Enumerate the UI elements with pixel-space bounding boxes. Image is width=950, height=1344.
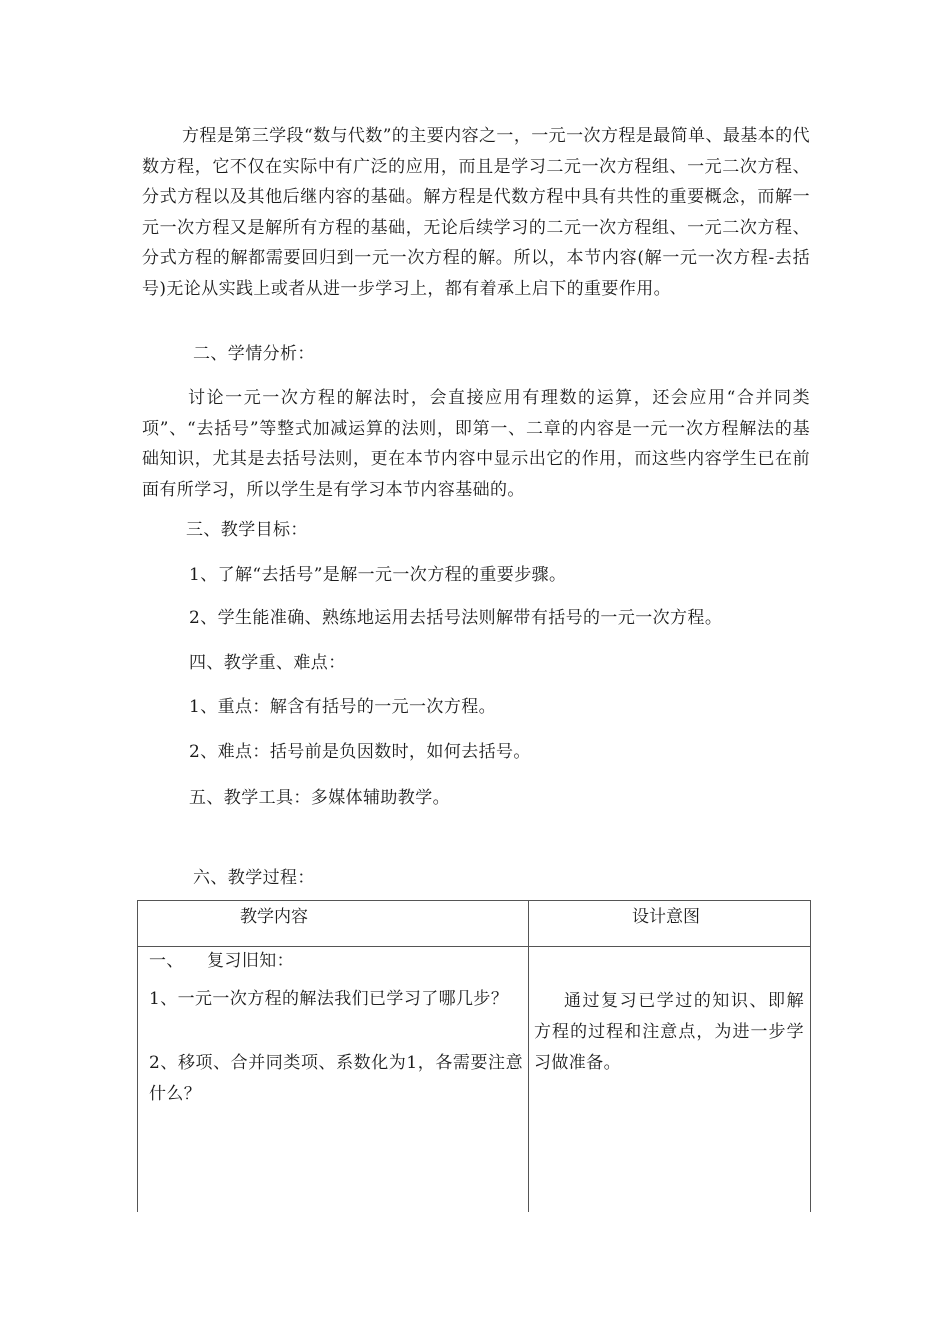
table-border-right — [810, 900, 811, 1212]
section-heading-learning-analysis: 二、学情分析： — [193, 344, 315, 364]
section-heading-teaching-process: 六、教学过程： — [193, 868, 315, 888]
review-title: 一、 复习旧知： — [149, 951, 295, 971]
table-header-design-intent: 设计意图 — [632, 907, 700, 927]
objective-item-1: 1、了解“去括号”是解一元一次方程的重要步骤。 — [189, 565, 567, 585]
key-point-item-1: 1、重点：解含有括号的一元一次方程。 — [189, 697, 497, 717]
table-column-divider — [528, 900, 529, 1212]
table-border-top — [137, 900, 811, 901]
key-point-item-2: 2、难点：括号前是负因数时，如何去括号。 — [189, 742, 531, 762]
intro-paragraph: 方程是第三学段“数与代数”的主要内容之一，一元一次方程是最简单、最基本的代数方程，它不仅在实际中有广泛的应用，而且是学习二元一次方程组、一元二次方程、分式方程以及其他后继内容的基础。解方程是代数方程中具有共性的重要概念，而解一元一次方程又是解所有方程的基础，无论后续学习的二元一次方程组、一元二次方程、分式方程的解都需要回归到一元一次方程的解。所以，本节内容(解一元一次方程-去括号)无论从实践上或者从进一步学习上，都有着承上启下的重要作用。 — [142, 126, 810, 299]
review-question-2: 2、移项、合并同类项、系数化为1，各需要注意什么？ — [149, 1053, 523, 1104]
table-header-content: 教学内容 — [240, 907, 308, 927]
section-heading-objectives: 三、教学目标： — [186, 520, 308, 540]
review-question-1: 1、一元一次方程的解法我们已学习了哪几步？ — [149, 989, 509, 1009]
table-border-left — [137, 900, 138, 1212]
review-design-intent: 通过复习已学过的知识、即解方程的过程和注意点，为进一步学习做准备。 — [534, 991, 804, 1073]
section-heading-teaching-tools: 五、教学工具：多媒体辅助教学。 — [189, 788, 450, 808]
learning-analysis-paragraph: 讨论一元一次方程的解法时，会直接应用有理数的运算，还会应用“合并同类项”、“去括号”等整式加减运算的法则，即第一、二章的内容是一元一次方程解法的基础知识，尤其是去括号法则，更在本节内容中显示出它的作用，而这些内容学生已在前面有所学习，所以学生是有学习本节内容基础的。 — [142, 388, 810, 500]
section-heading-key-points: 四、教学重、难点： — [189, 653, 346, 673]
objective-item-2: 2、学生能准确、熟练地运用去括号法则解带有括号的一元一次方程。 — [189, 608, 723, 628]
teaching-process-table — [137, 900, 811, 1212]
